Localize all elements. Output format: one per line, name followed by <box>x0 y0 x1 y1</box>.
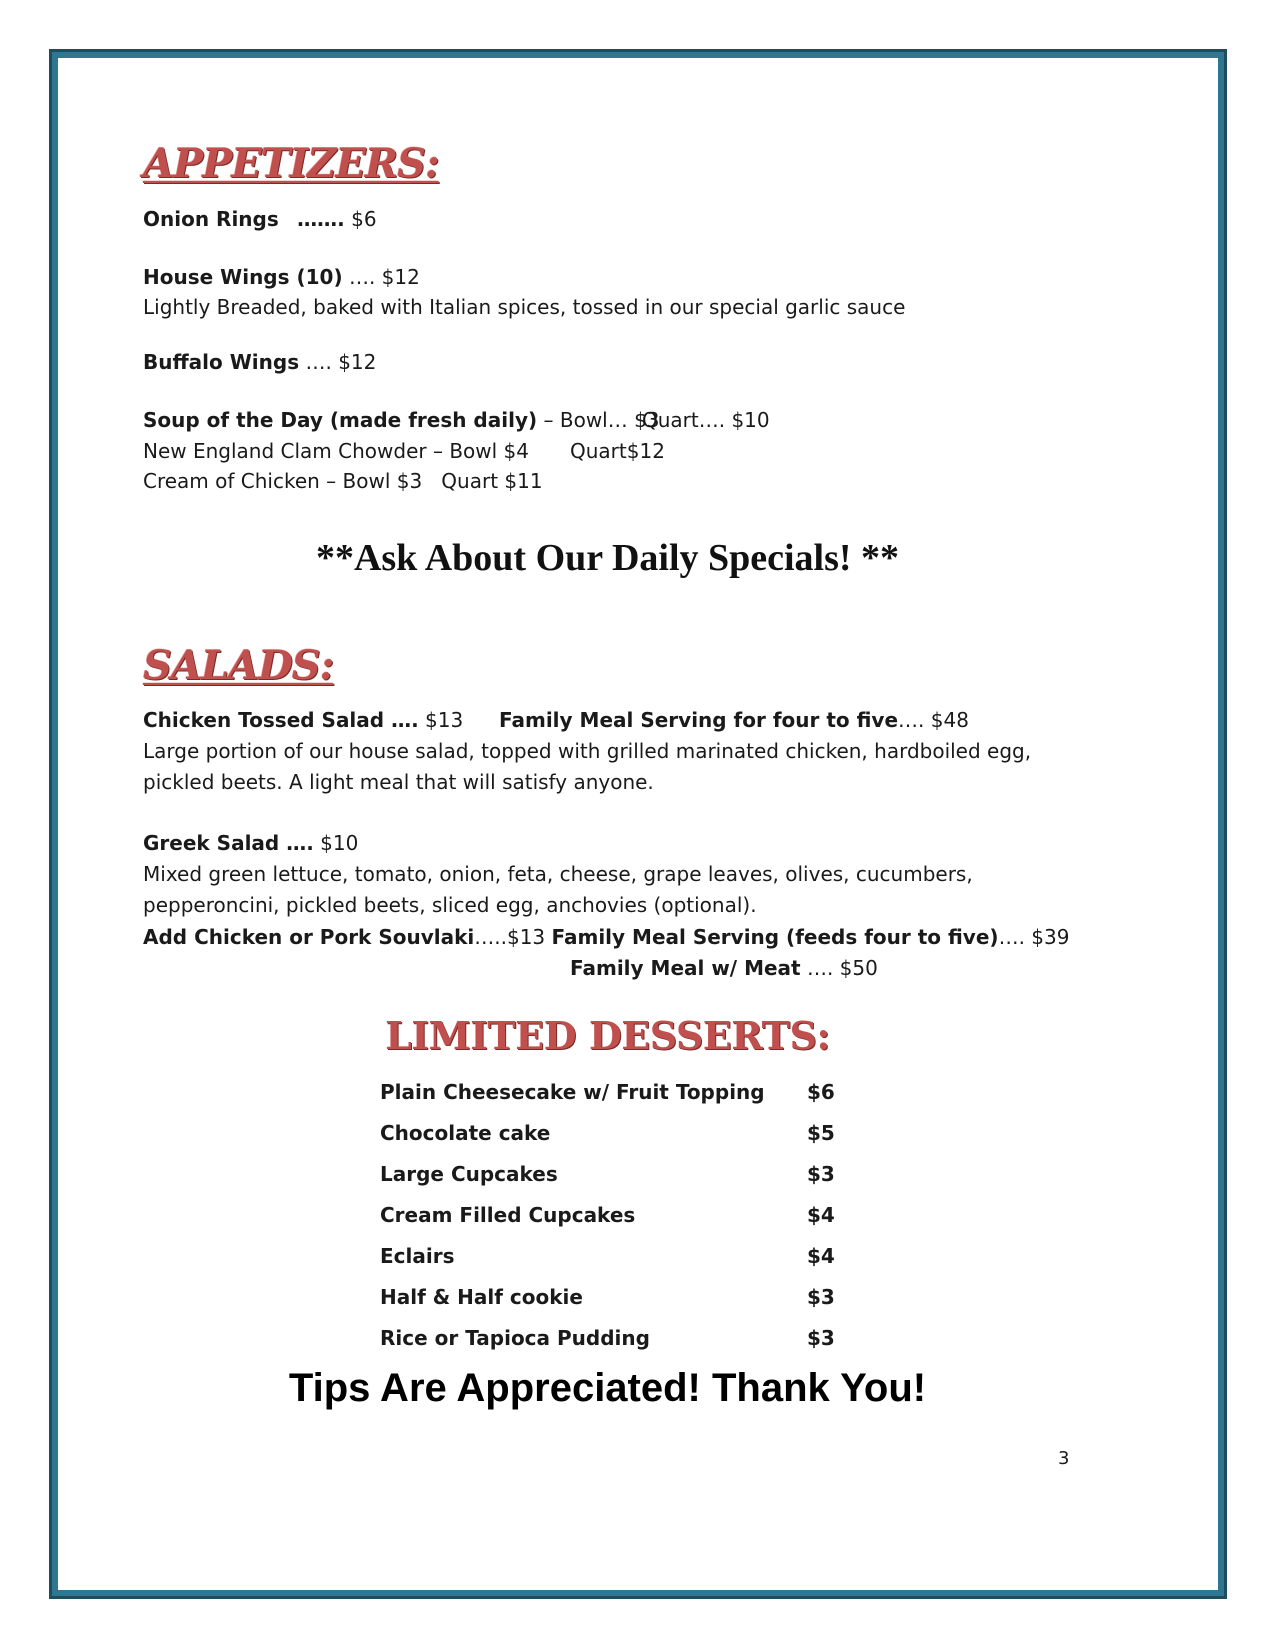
daily-specials-banner <box>0 536 1275 580</box>
dessert-price: $4 <box>807 1244 835 1268</box>
chicken-salad-family-price: …. $48 <box>898 708 969 732</box>
clam-chowder-bowl: New England Clam Chowder – Bowl $4 <box>143 439 529 463</box>
dessert-name: Chocolate cake <box>380 1121 551 1145</box>
buffalo-wings-name: Buffalo Wings <box>143 350 300 374</box>
house-wings-price: …. $12 <box>348 265 420 289</box>
soup-quart: Quart…. $10 <box>642 408 770 432</box>
chicken-tossed-salad-desc-2: pickled beets. A light meal that will satisfy anyone. <box>143 770 654 794</box>
onion-rings-dots: ……. <box>297 207 345 231</box>
dessert-name: Large Cupcakes <box>380 1162 558 1186</box>
chicken-tossed-salad-item <box>143 705 463 736</box>
tips-text: Tips Are Appreciated! Thank You! <box>288 1366 927 1410</box>
dessert-price: $3 <box>807 1162 835 1186</box>
page-number: 3 <box>1058 1448 1070 1469</box>
soup-item <box>143 405 660 436</box>
chicken-tossed-salad-desc-1: Large portion of our house salad, topped with grilled marinated chicken, hardboiled egg, <box>143 739 1032 763</box>
onion-rings-name: Onion Rings <box>143 207 279 231</box>
dessert-name: Cream Filled Cupcakes <box>380 1203 636 1227</box>
greek-salad-desc-1: Mixed green lettuce, tomato, onion, feta, cheese, grape leaves, olives, cucumbers, <box>143 862 973 886</box>
desserts-heading-row <box>0 1013 1275 1058</box>
greek-salad-addon-label: Add Chicken or Pork Souvlaki <box>143 925 475 949</box>
greek-salad-meat-label: Family Meal w/ Meat <box>570 956 801 980</box>
tips-banner <box>0 1366 1275 1411</box>
chicken-salad-family-meal <box>499 705 969 736</box>
chicken-tossed-salad-price: $13 <box>425 708 464 732</box>
chicken-salad-family-label: Family Meal Serving for four to five <box>499 708 899 732</box>
dessert-name: Plain Cheesecake w/ Fruit Topping <box>380 1080 765 1104</box>
house-wings-item <box>143 262 420 293</box>
clam-chowder-quart: Quart$12 <box>570 439 665 463</box>
dessert-name: Rice or Tapioca Pudding <box>380 1326 650 1350</box>
chicken-tossed-salad-name: Chicken Tossed Salad …. <box>143 708 419 732</box>
greek-salad-family-meat <box>570 953 878 984</box>
dessert-name: Eclairs <box>380 1244 455 1268</box>
soup-bowl: – Bowl… $3 <box>543 408 660 432</box>
house-wings-name: House Wings (10) <box>143 265 343 289</box>
cream-of-chicken: Cream of Chicken – Bowl $3 Quart $11 <box>143 469 543 493</box>
greek-salad-desc-2: pepperoncini, pickled beets, sliced egg, anchovies (optional). <box>143 893 757 917</box>
desserts-heading: LIMITED DESSERTS: <box>385 1013 830 1058</box>
dessert-price: $3 <box>807 1285 835 1309</box>
dessert-price: $4 <box>807 1203 835 1227</box>
greek-salad-name: Greek Salad …. <box>143 831 314 855</box>
appetizers-heading: APPETIZERS: <box>143 140 439 187</box>
greek-salad-family-label: Family Meal Serving (feeds four to five) <box>551 925 999 949</box>
buffalo-wings-price: …. $12 <box>305 350 377 374</box>
greek-salad-meat-price: …. $50 <box>806 956 878 980</box>
onion-rings-item <box>143 204 377 235</box>
greek-salad-item <box>143 828 358 859</box>
onion-rings-price: $6 <box>351 207 377 231</box>
dessert-name: Half & Half cookie <box>380 1285 583 1309</box>
dessert-price: $5 <box>807 1121 835 1145</box>
dessert-price: $3 <box>807 1326 835 1350</box>
greek-salad-addon <box>143 922 1069 953</box>
dessert-price: $6 <box>807 1080 835 1104</box>
greek-salad-price: $10 <box>320 831 359 855</box>
greek-salad-family-price: …. $39 <box>998 925 1070 949</box>
salads-heading: SALADS: <box>143 642 334 689</box>
greek-salad-addon-price: …..$13 <box>474 925 546 949</box>
house-wings-desc: Lightly Breaded, baked with Italian spices, tossed in our special garlic sauce <box>143 295 906 319</box>
daily-specials-text: **Ask About Our Daily Specials! ** <box>315 537 900 579</box>
soup-name: Soup of the Day (made fresh daily) <box>143 408 538 432</box>
buffalo-wings-item <box>143 347 376 378</box>
